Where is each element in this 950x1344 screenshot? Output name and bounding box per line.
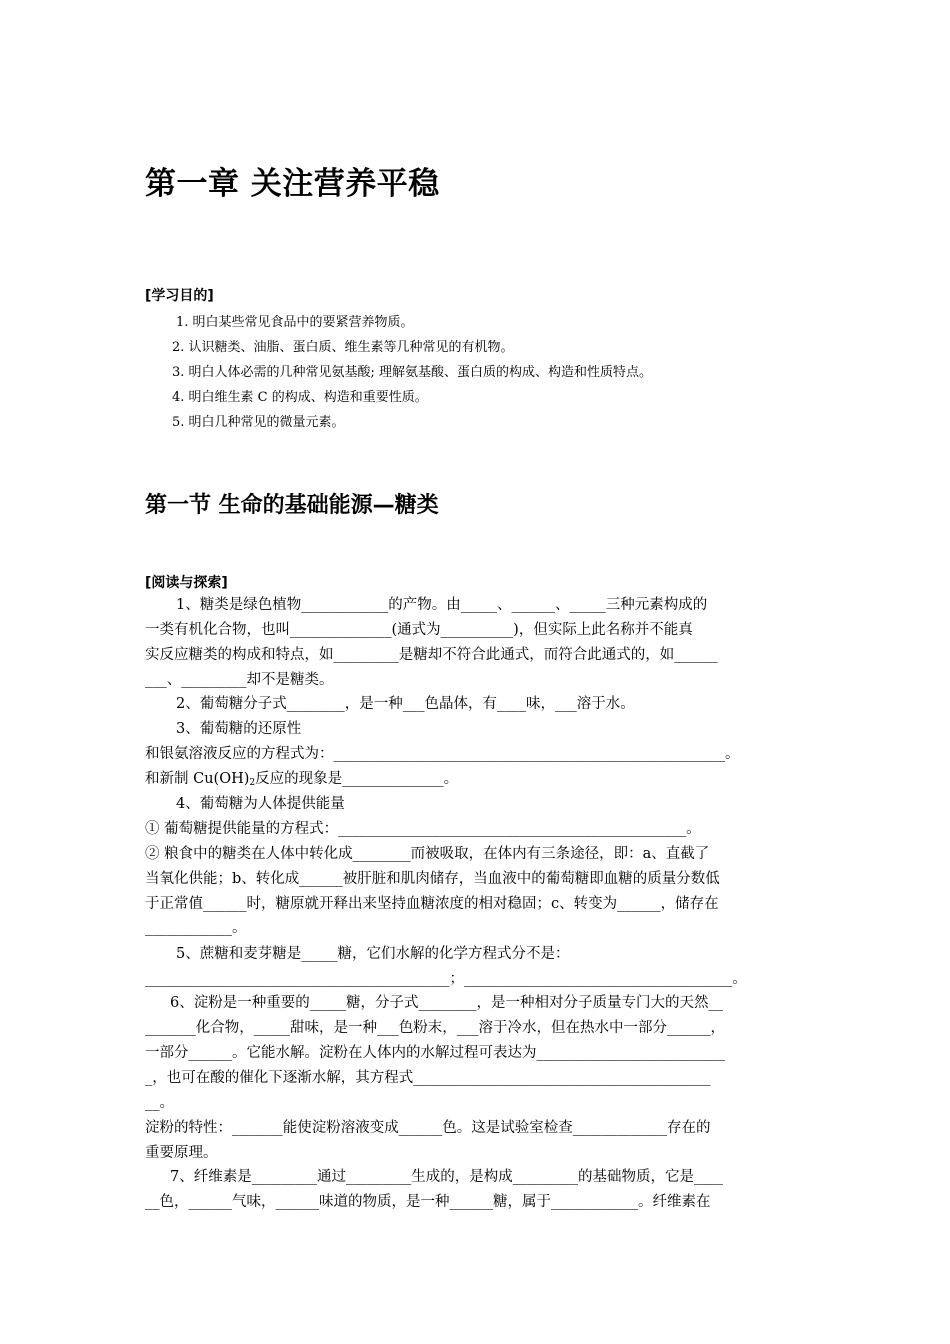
reading-line: 重要原理。 (145, 1145, 218, 1161)
chapter-title: 第一章 关注营养平稳 (145, 166, 440, 202)
reading-label: [阅读与探索] (145, 575, 228, 591)
reading-line: 1、糖类是绿色植物____________的产物。由_____、______、_____三种元素构成的 (176, 597, 708, 613)
formula-subscript: 2 (249, 778, 256, 788)
reading-line: 一类有机化合物，也叫______________(通式为__________)，但实际上此名称并不能真 (145, 622, 693, 638)
reading-line: __。 (145, 1095, 174, 1111)
reading-line (145, 767, 458, 795)
reading-line: 于正常值______时，糖原就开释出来坚持血糖浓度的相对稳固；c、转变为______，储存在 (145, 896, 719, 912)
goal-item-2: 2. 认识糖类、油脂、蛋白质、维生素等几种常见的有机物。 (172, 340, 514, 355)
reading-line: ____________。 (145, 920, 247, 936)
reading-line: 当氧化供能；b、转化成______被肝脏和肌肉储存，当血液中的葡萄糖即血糖的质量分数低 (145, 871, 720, 887)
section-title: 第一节 生命的基础能源—糖类 (145, 493, 439, 518)
reading-line: 6、淀粉是一种重要的_____糖，分子式________，是一种相对分子质量专门大的天然__ (170, 995, 723, 1011)
reading-line: 4、葡萄糖为人体提供能量 (176, 796, 345, 812)
reading-line: 3、葡萄糖的还原性 (176, 721, 302, 737)
reading-line: 实反应糖类的构成和特点，如_________是糖却不符合此通式，而符合此通式的，如______ (145, 647, 718, 663)
reading-line: 一部分______。它能水解。淀粉在人体内的水解过程可表达为__________________________ (145, 1045, 725, 1061)
reading-line: ① 葡萄糖提供能量的方程式：________________________________________________。 (145, 821, 701, 837)
learning-goals-label: [学习目的] (145, 288, 214, 304)
formula-text: 和新制 Cu(OH) (145, 771, 250, 787)
reading-line: ② 粮食中的糖类在人体中转化成________而被吸取，在体内有三条途径，即：a、直截了 (145, 846, 710, 862)
reading-line: __________________________________________；_____________________________________。 (145, 971, 747, 987)
goal-item-3: 3. 明白人体必需的几种常见氨基酸; 理解氨基酸、蛋白质的构成、构造和性质特点。 (172, 365, 653, 380)
reading-line: 7、纤维素是_________通过_________生成的，是构成_________的基础物质，它是____ (170, 1169, 723, 1185)
reading-line: __色，______气味，______味道的物质，是一种______糖，属于____________。纤维素在 (145, 1194, 711, 1210)
goal-item-1: 1. 明白某些常见食品中的要紧营养物质。 (176, 315, 414, 330)
reading-line: 5、蔗糖和麦芽糖是_____糖，它们水解的化学方程式分不是： (176, 946, 570, 962)
reading-line: 2、葡萄糖分子式________，是一种___色晶体，有____味，___溶于水。 (176, 696, 635, 712)
reading-line: ___、_________却不是糖类。 (145, 672, 334, 688)
reading-line-text: 反应的现象是______________。 (255, 771, 459, 787)
goal-item-5: 5. 明白几种常见的微量元素。 (172, 415, 345, 430)
reading-line: 和银氨溶液反应的方程式为：______________________________________________________。 (145, 746, 740, 762)
reading-line: 淀粉的特性：_______能使淀粉溶液变成______色。这是试验室检查_____________存在的 (145, 1120, 711, 1136)
reading-line: _______化合物，_____甜味，是一种___色粉末，___溶于冷水，但在热水中一部分______， (145, 1020, 725, 1036)
goal-item-4: 4. 明白维生素 C 的构成、构造和重要性质。 (172, 390, 428, 405)
reading-line: _，也可在酸的催化下逐渐水解，其方程式_________________________________________ (145, 1070, 711, 1086)
